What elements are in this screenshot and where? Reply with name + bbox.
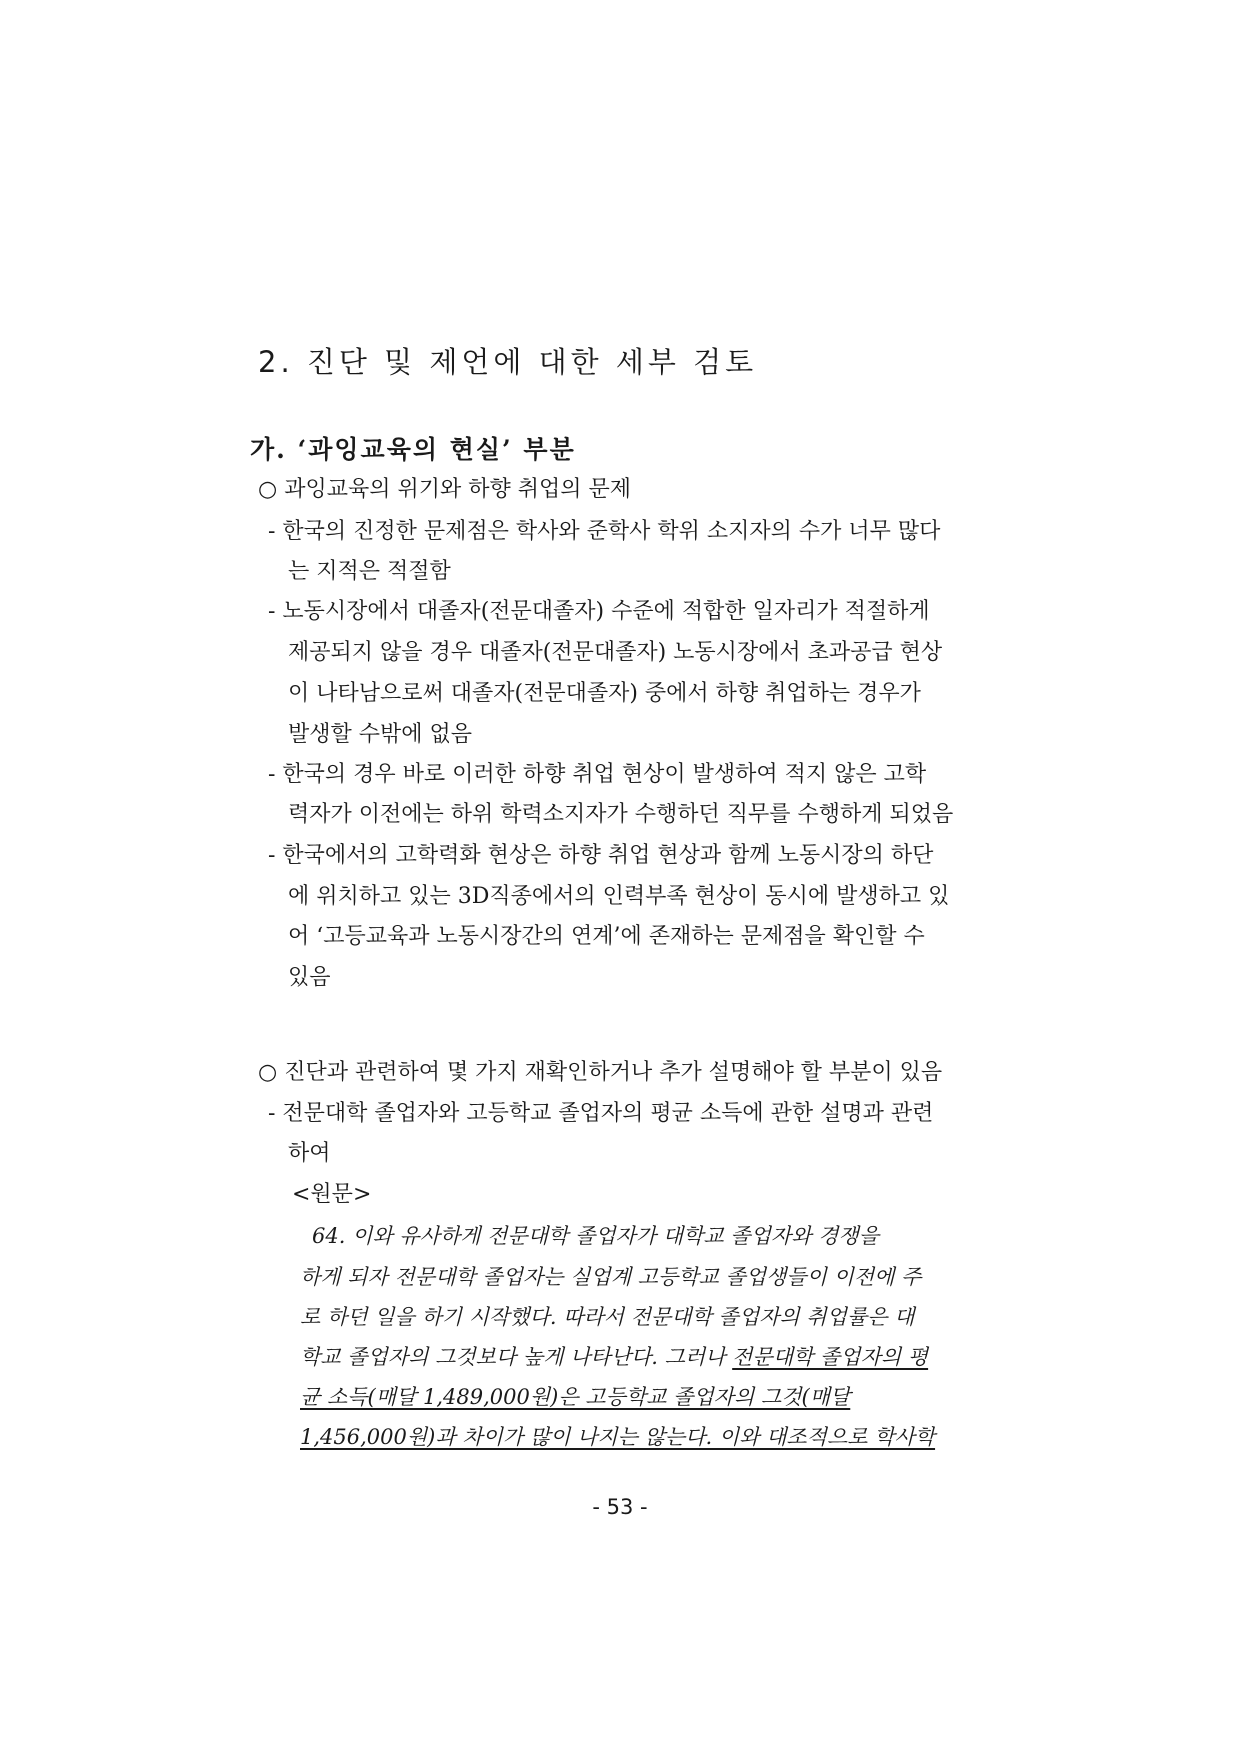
block2-item-line1: - 전문대학 졸업자와 고등학교 졸업자의 평균 소득에 관한 설명과 관련 <box>268 1101 934 1126</box>
quote-line-4-underlined: 전문대학 졸업자의 평 <box>732 1345 929 1369</box>
quote-line-5: 균 소득(매달 1,489,000원)은 고등학교 졸업자의 그것(매달 <box>300 1385 851 1409</box>
section-title: 2. 진단 및 제언에 대한 세부 검토 <box>258 345 758 379</box>
block1-item4-line2: 에 위치하고 있는 3D직종에서의 인력부족 현상이 동시에 발생하고 있 <box>288 884 950 909</box>
block1-item4-line3: 어 ‘고등교육과 노동시장간의 연계’에 존재하는 문제점을 확인할 수 <box>288 924 925 949</box>
quote-line-3: 로 하던 일을 하기 시작했다. 따라서 전문대학 졸업자의 취업률은 대 <box>300 1305 915 1329</box>
quote-line-4 <box>300 1342 928 1372</box>
block1-item4-line1: - 한국에서의 고학력화 현상은 하향 취업 현상과 함께 노동시장의 하단 <box>268 843 934 868</box>
block2-heading: ○ 진단과 관련하여 몇 가지 재확인하거나 추가 설명해야 할 부분이 있음 <box>258 1060 943 1085</box>
page-number: - 53 - <box>592 1495 648 1519</box>
block2-item-line2: 하여 <box>288 1141 331 1166</box>
quote-line-2: 하게 되자 전문대학 졸업자는 실업계 고등학교 졸업생들이 이전에 주 <box>300 1265 922 1289</box>
block1-item1-line1: - 한국의 진정한 문제점은 학사와 준학사 학위 소지자의 수가 너무 많다 <box>268 519 941 544</box>
quote-line-6: 1,456,000원)과 차이가 많이 나지는 않는다. 이와 대조적으로 학사학 <box>300 1425 936 1449</box>
original-text-label: <원문> <box>292 1182 372 1207</box>
subsection-title: 가. ‘과잉교육의 현실’ 부분 <box>250 435 576 464</box>
block1-item2-line1: - 노동시장에서 대졸자(전문대졸자) 수준에 적합한 일자리가 적절하게 <box>268 599 930 624</box>
block1-item1-line2: 는 지적은 적절함 <box>288 559 451 584</box>
block1-item3-line1: - 한국의 경우 바로 이러한 하향 취업 현상이 발생하여 적지 않은 고학 <box>268 762 927 787</box>
block1-heading: ○ 과잉교육의 위기와 하향 취업의 문제 <box>258 477 631 502</box>
quote-line-4-plain: 학교 졸업자의 그것보다 높게 나타난다. 그러나 <box>300 1345 733 1369</box>
block1-item2-line3: 이 나타남으로써 대졸자(전문대졸자) 중에서 하향 취업하는 경우가 <box>288 681 921 706</box>
quote-line-1: 64. 이와 유사하게 전문대학 졸업자가 대학교 졸업자와 경쟁을 <box>312 1224 879 1248</box>
block1-item2-line4: 발생할 수밖에 없음 <box>288 722 473 747</box>
block1-item2-line2: 제공되지 않을 경우 대졸자(전문대졸자) 노동시장에서 초과공급 현상 <box>288 640 943 665</box>
block1-item4-line4: 있음 <box>288 965 331 990</box>
block1-item3-line2: 력자가 이전에는 하위 학력소지자가 수행하던 직무를 수행하게 되었음 <box>288 802 954 827</box>
